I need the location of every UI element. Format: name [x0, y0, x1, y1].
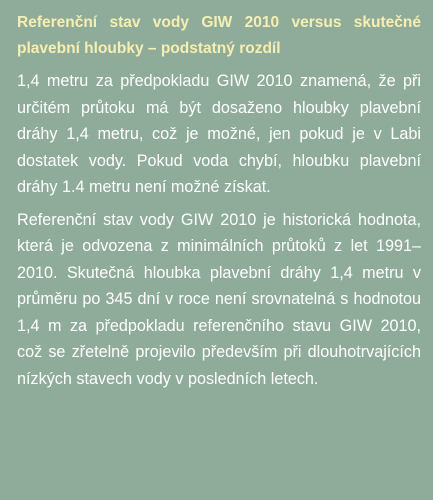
- section-heading: Referenční stav vody GIW 2010 versus skutečné plavební hloubky – podstatný rozdíl: [17, 14, 421, 57]
- paragraph-1: 1,4 metru za předpokladu GIW 2010 znamená, že při určitém průtoku má být dosaženo hloubky plavební dráhy 1,4 metru, což je možné, jen pokud je v Labi dostatek vody. Pokud voda chybí, hloubku plavební dráhy 1.4 metru není možné získat.: [17, 72, 421, 196]
- paragraph-2: Referenční stav vody GIW 2010 je historická hodnota, která je odvozena z minimálních průtoků z let 1991–2010. Skutečná hloubka plavební dráhy 1,4 metru v průměru po 345 dní v roce není srovnatelná s hodnotou 1,4 m za předpokladu referenčního stavu GIW 2010, což se zřetelně projevilo především při dlouhotrvajících nízkých stavech vody v posledních letech.: [17, 210, 421, 388]
